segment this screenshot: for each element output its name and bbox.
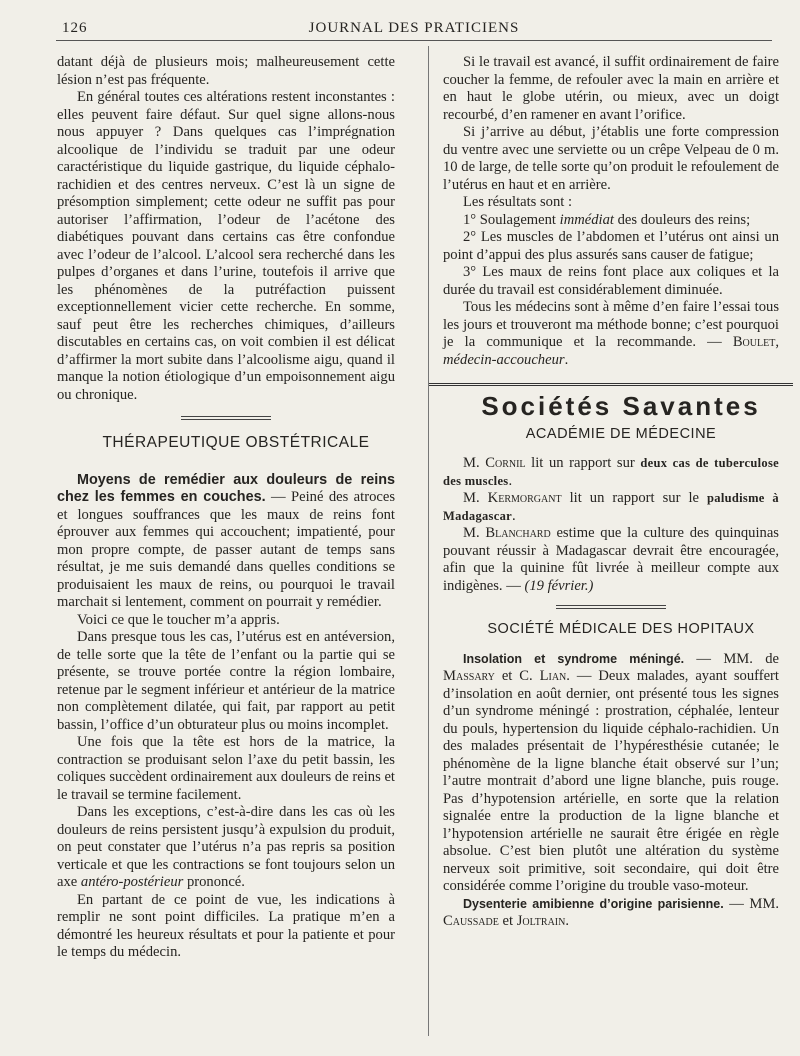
topic-bold: deux cas de tuberculose des muscles bbox=[443, 456, 779, 488]
person-name: Lian bbox=[539, 668, 567, 684]
paragraph: Si j’arrive au début, j’établis une forte compression du ventre avec une serviette ou un crêpe Velpeau de 0 m. 10 de large, de telle sorte qu’on produit le refoulement de l’utérus en haut et en arrière. bbox=[443, 124, 779, 193]
column-divider bbox=[428, 46, 429, 1036]
person-name: Kermorgant bbox=[487, 490, 562, 506]
result-item: 3° Les maux de reins font place aux coliques et la durée du travail est considérablement diminuée. bbox=[443, 264, 779, 298]
paragraph-text: . bbox=[508, 472, 513, 489]
paragraph: En partant de ce point de vue, les indications à remplir ne sont point difficiles. La pratique m’en a démontré les heureux résultats et pour la patiente et pour le temps du médecin. bbox=[57, 891, 395, 960]
paragraph-text: M. bbox=[463, 455, 486, 471]
topic-bold: paludisme à Madagascar bbox=[443, 491, 779, 523]
paragraph-text: prononcé. bbox=[183, 874, 245, 890]
page-header bbox=[56, 18, 772, 41]
paragraph: Si le travail est avancé, il suffit ordinairement de faire coucher la femme, de refouler avec la main en arrière et en haut le globe utérin, ou mieux, avec un doigt recourbé, d’en ramener en avant l’orifice. bbox=[443, 54, 779, 123]
italic-text: antéro-postérieur bbox=[80, 874, 184, 890]
paragraph bbox=[443, 299, 779, 369]
paragraph-text: — Peiné des atroces et longues souffrances que les maux de reins font éprouver aux femmes qui accouchent; impatienté, pour mon propre compte, de passer autant de temps sans résultat, je me suis demandé dans quelles conditions se produisaient les maux de reins, ou pourquoi le travail marchait si lentement, comment on pourrait y remédier. bbox=[57, 489, 396, 610]
paragraph-text: . bbox=[511, 507, 516, 524]
paragraph bbox=[57, 472, 395, 612]
person-name: Blanchard bbox=[485, 525, 551, 541]
article-lead: Moyens de remédier aux douleurs de reins chez les femmes en couches. bbox=[57, 471, 395, 505]
italic-text: immédiat bbox=[559, 211, 614, 228]
divider bbox=[181, 416, 271, 420]
author-name: Boulet bbox=[732, 334, 776, 350]
paragraph: Voici ce que le toucher m’a appris. bbox=[77, 611, 280, 628]
paragraph: En général toutes ces altérations restent inconstantes : elles peuvent faire défaut. Sur quel signe allons-nous nous appuyer ? Dans quelques cas l’imprégnation alcoolique de l’individu se traduit par une odeur caractéristique du liquide gastrique, du liquide céphalo-rachidien et des centres nerveux. C’est là un signe de présomption simplement; cette odeur ne suffit pas pour autoriser l’affirmation, l’odeur de l’acétone des diabétiques pouvant dans certains cas être confondue avec l’odeur de l’alcool. L’alcool sera recherché dans les pulpes d’organes et dans l’urine, toutefois il arrive que les phénomènes de la putréfaction puissent exceptionnellement vicier cette recherche. En somme, sauf peut être les recherches chimiques, d’ailleurs discutables en certains cas, on voit combien il est délicat d’affirmer la mort subite dans l’alcoolisme aigu, quand il manque la notion étiologique d’un empoisonnement aigu ou chronique. bbox=[57, 89, 395, 403]
paragraph-text: estime que la culture des quinquinas pouvant réussir à Madagascar devrait être encouragée, afin que la quinine fût livrée à meilleur compte aux indigènes. — bbox=[443, 525, 779, 594]
person-name: Cornil bbox=[485, 455, 526, 471]
academie-item bbox=[443, 525, 779, 595]
right-column bbox=[443, 54, 779, 931]
section-title: THÉRAPEUTIQUE OBSTÉTRICALE bbox=[102, 434, 370, 451]
hopitaux-item bbox=[443, 651, 779, 896]
paragraph-text: des douleurs des reins; bbox=[613, 211, 751, 228]
paragraph-text: . bbox=[565, 913, 570, 929]
paragraph-text: et C. bbox=[494, 668, 540, 684]
section-divider bbox=[429, 383, 793, 386]
person-name: Caussade bbox=[443, 913, 499, 929]
paragraph-text: et bbox=[498, 913, 517, 929]
academie-item bbox=[443, 455, 779, 490]
left-column bbox=[57, 54, 395, 962]
author-role: médecin-accoucheur bbox=[443, 351, 565, 368]
academie-title: ACADÉMIE DE MÉDECINE bbox=[525, 425, 717, 442]
journal-title: JOURNAL DES PRATICIENS bbox=[308, 20, 520, 36]
person-name: Massary bbox=[443, 668, 495, 684]
hopitaux-title: SOCIÉTÉ MÉDICALE DES HOPITAUX bbox=[487, 621, 755, 637]
paragraph-text: lit un rapport sur bbox=[525, 455, 641, 471]
paragraph: Une fois que la tête est hors de la matrice, la contraction se produisant selon l’axe du petit bassin, les coliques succèdent ordinairement aux douleurs de reins et le travail se termine facilement. bbox=[57, 734, 395, 803]
paragraph-text: Dans les exceptions, c’est-à-dire dans les cas où les douleurs de reins persistent jusqu’à expulsion du produit, on peut constater que l’utérus n’a pas repris sa position verticale et que les contractions se font toujours selon un axe bbox=[57, 804, 395, 890]
result-item bbox=[443, 212, 779, 230]
topic-bold: Insolation et syndrome méningé. bbox=[463, 651, 685, 666]
paragraph: Les résultats sont : bbox=[463, 194, 573, 210]
session-date: (19 février.) bbox=[524, 577, 594, 594]
page-number: 126 bbox=[62, 20, 88, 36]
person-name: Joltrain bbox=[516, 913, 566, 929]
paragraph-text: . bbox=[564, 351, 569, 368]
paragraph: datant déjà de plusieurs mois; malheureusement cette lésion n’est pas fréquente. bbox=[57, 54, 395, 88]
topic-bold: Dysenterie amibienne d’origine parisienne. bbox=[463, 896, 724, 911]
academie-item bbox=[443, 490, 779, 525]
paragraph-text: 1° Soulagement bbox=[463, 211, 560, 228]
paragraph bbox=[57, 804, 395, 892]
divider bbox=[556, 605, 666, 609]
paragraph-text: M. bbox=[463, 490, 488, 506]
societes-title: Sociétés Savantes bbox=[481, 391, 761, 421]
paragraph: Dans presque tous les cas, l’utérus est en antéversion, de telle sorte que la tête de l’enfant ou la partie qui se présente, se trouve portée contre la région lombaire, retenue par le segment inférieur et antérieur de la matrice non complètement dilatée, qui fait, par rapport au petit bassin, l’office d’un obturateur plus ou moins incomplet. bbox=[57, 629, 395, 733]
paragraph-text: — MM. de bbox=[684, 650, 779, 667]
paragraph-text: M. bbox=[463, 525, 486, 541]
paragraph-text: — MM. bbox=[723, 895, 779, 912]
hopitaux-item bbox=[443, 896, 779, 931]
paragraph-text: . — Deux malades, ayant souffert d’insolation en août dernier, ont présenté tous les signes d’un syndrome méningé : prostration, céphalée, lenteur du pouls, hypertension du liquide céphalo-rachidien. Un des malades présentait de l’hypéresthésie cutanée; le phénomène de la ligne blanche était observé sur l’un; l’autre montrait d’abord une ligne blanche, puis rouge. Pas d’hypotension artérielle, en sorte que la relation signalée entre la production de la ligne blanche et l’hypotension artérielle ne saurait être érigée en règle absolue. C’est bien plutôt une altération du système nerveux soit primitive, soit secondaire, qui doit être considérée comme l’origine du trouble vaso-moteur. bbox=[443, 668, 779, 894]
paragraph-text: lit un rapport sur le bbox=[561, 490, 708, 506]
paragraph-text: Tous les médecins sont à même d’en faire l’essai tous les jours et trouveront ma méthode bonne; c’est pourquoi je la communique et la recommande. — bbox=[443, 299, 779, 350]
result-item: 2° Les muscles de l’abdomen et l’utérus ont ainsi un point d’appui des plus assurés sans causer de fatigue; bbox=[443, 229, 779, 263]
paragraph-text: , bbox=[775, 334, 779, 350]
